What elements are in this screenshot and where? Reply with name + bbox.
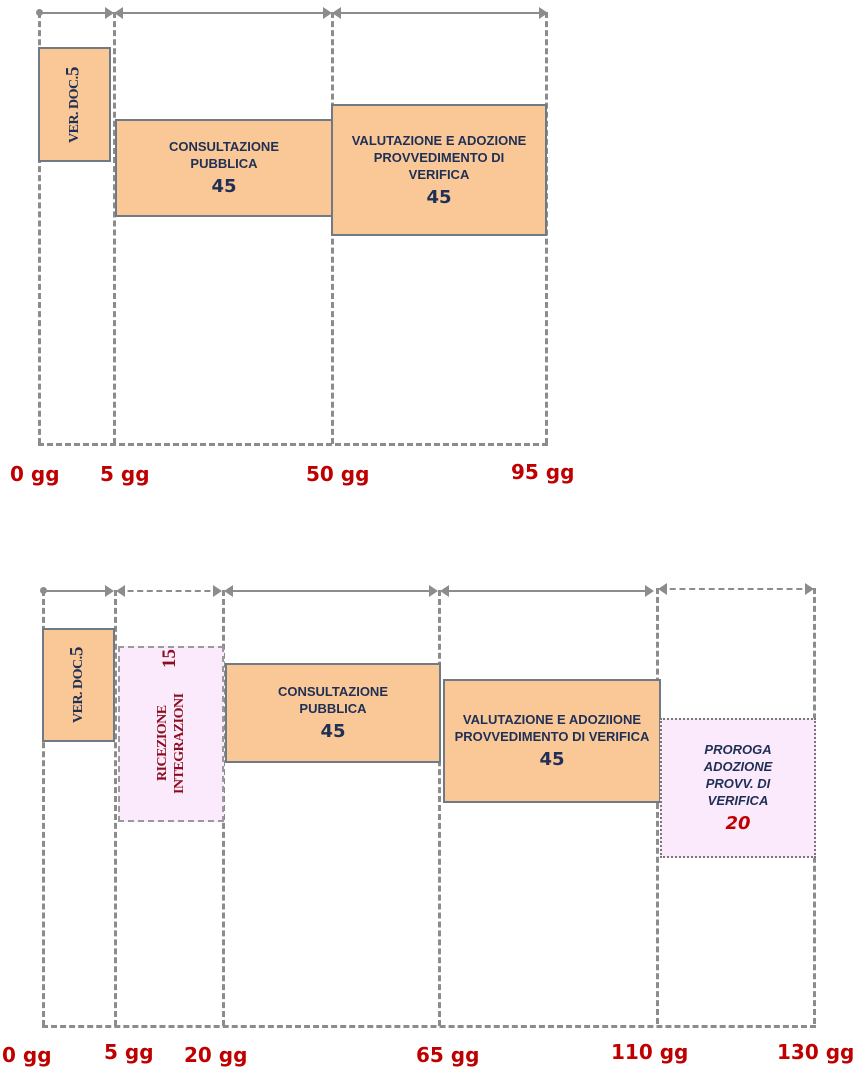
- phase-proroga: [660, 718, 816, 858]
- tick-label: 20 gg: [184, 1043, 248, 1067]
- tick-label: 95 gg: [511, 460, 575, 484]
- phase-label: VALUTAZIONE E ADOZIONE PROVVEDIMENTO DI VERIFICA: [351, 132, 527, 182]
- phase-label: CONSULTAZIONE PUBBLICA: [277, 684, 388, 716]
- phase-label: VALUTAZIONE E ADOZIIONE PROVVEDIMENTO DI VERIFICA: [454, 712, 650, 744]
- phase-days: 45: [211, 176, 237, 197]
- interval-arrow: [118, 590, 220, 592]
- grid-line: [656, 588, 659, 1024]
- tick-label: 5 gg: [104, 1040, 154, 1064]
- tick-label: 50 gg: [306, 462, 370, 486]
- phase-ricezione-integrazioni: [118, 646, 224, 822]
- tick-label: 5 gg: [100, 462, 150, 486]
- phase-days: 45: [539, 749, 565, 770]
- phase-consultazione-pubblica: [225, 663, 441, 763]
- timeline-diagram-2: [0, 570, 868, 1070]
- interval-arrow: [660, 588, 812, 590]
- interval-arrow: [40, 12, 112, 14]
- baseline: [38, 443, 548, 446]
- phase-days: 5: [62, 66, 84, 76]
- phase-days: 45: [426, 186, 452, 208]
- phase-label: VER. DOC.: [67, 75, 82, 143]
- interval-arrow: [116, 12, 330, 14]
- grid-line: [438, 590, 441, 1026]
- baseline: [42, 1025, 816, 1028]
- interval-arrow: [334, 12, 546, 14]
- interval-arrow: [226, 590, 436, 592]
- tick-label: 0 gg: [2, 1043, 52, 1067]
- tick-label: 110 gg: [611, 1040, 689, 1064]
- tick-label: 130 gg: [777, 1040, 855, 1064]
- phase-ver-doc: [42, 628, 115, 742]
- phase-valutazione: [331, 104, 547, 236]
- timeline-diagram-1: [0, 0, 868, 500]
- interval-arrow: [442, 590, 652, 592]
- phase-label: PROROGA ADOZIONE PROVV. DI VERIFICA: [703, 742, 773, 808]
- grid-line: [113, 12, 116, 444]
- phase-days: 5: [66, 646, 88, 657]
- phase-days: 15: [159, 649, 180, 669]
- phase-label: VER. DOC.: [71, 656, 86, 724]
- phase-days: 20: [725, 813, 751, 834]
- tick-label: 0 gg: [10, 462, 60, 486]
- interval-arrow: [44, 590, 112, 592]
- phase-label: RICEZIONE INTEGRAZIONI: [155, 693, 187, 794]
- phase-consultazione-pubblica: [115, 119, 333, 217]
- phase-days: 45: [320, 721, 346, 742]
- phase-label: CONSULTAZIONE PUBBLICA: [168, 139, 279, 171]
- phase-ver-doc: [38, 47, 111, 162]
- tick-label: 65 gg: [416, 1043, 480, 1067]
- phase-valutazione: [443, 679, 661, 803]
